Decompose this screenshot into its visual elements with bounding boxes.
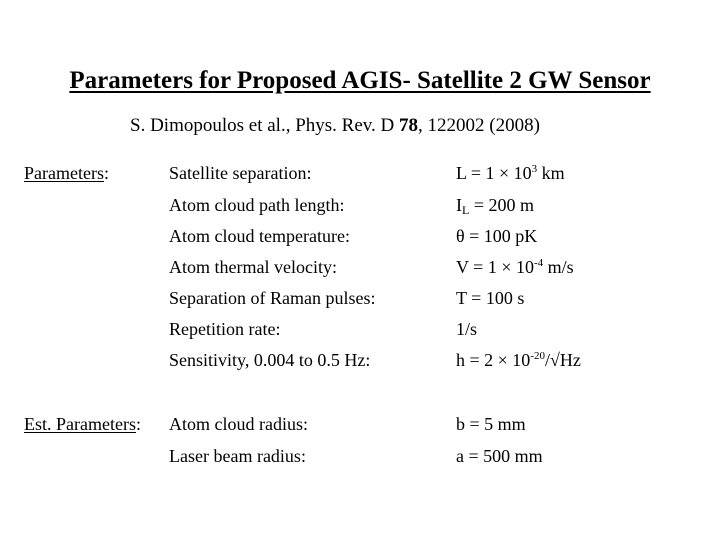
param-value-atom-cloud-temperature: θ = 100 pK: [456, 226, 538, 246]
param-label-atom-thermal-velocity: Atom thermal velocity:: [169, 257, 337, 277]
citation-rest: , 122002 (2008): [418, 115, 540, 136]
parameters-label-text: Parameters: [24, 163, 104, 183]
est-parameters-label-text: Est. Parameters: [24, 414, 136, 434]
param-value-sensitivity: [456, 348, 581, 372]
param-value-satellite-separation: [456, 161, 565, 185]
value-text: V = 1 × 10: [456, 257, 534, 277]
param-value-raman-pulse-separation: T = 100 s: [456, 288, 525, 308]
est-parameters-label-colon: :: [135, 414, 141, 434]
param-label-satellite-separation: Satellite separation:: [169, 163, 312, 183]
est-param-label-atom-cloud-radius: Atom cloud radius:: [169, 414, 308, 434]
citation-authors: S. Dimopoulos et al., Phys. Rev. D: [130, 115, 399, 136]
value-text: L = 1 × 10: [456, 163, 532, 183]
slide-title-text: Parameters for Proposed AGIS- Satellite 2 GW Sensor: [69, 67, 651, 94]
value-text: h = 2 × 10: [456, 350, 531, 370]
param-label-sensitivity: Sensitivity, 0.004 to 0.5 Hz:: [169, 350, 371, 370]
value-symbol: I: [456, 195, 462, 215]
param-label-repetition-rate: Repetition rate:: [169, 319, 281, 339]
est-parameters-section-label: [24, 412, 141, 436]
value-unit: km: [537, 163, 565, 183]
param-label-raman-pulse-separation: Separation of Raman pulses:: [169, 288, 376, 308]
value-unit: /√Hz: [544, 350, 581, 370]
param-value-repetition-rate: 1/s: [456, 319, 478, 339]
param-label-atom-cloud-path-length: Atom cloud path length:: [169, 195, 345, 215]
value-exponent: 3: [531, 163, 538, 175]
value-exponent: -4: [533, 257, 544, 269]
value-exponent: -20: [530, 350, 545, 362]
parameters-section-label: [24, 161, 109, 185]
param-label-atom-cloud-temperature: Atom cloud temperature:: [169, 226, 350, 246]
value-text: = 200 m: [469, 195, 534, 215]
value-subscript: L: [462, 203, 470, 217]
slide-title: [0, 66, 720, 96]
parameters-label-colon: :: [103, 163, 109, 183]
param-value-atom-thermal-velocity: [456, 255, 574, 279]
param-value-atom-cloud-path-length: [456, 193, 534, 217]
est-param-value-laser-beam-radius: a = 500 mm: [456, 446, 543, 466]
est-param-label-laser-beam-radius: Laser beam radius:: [169, 446, 306, 466]
value-unit: m/s: [543, 257, 574, 277]
est-param-value-atom-cloud-radius: b = 5 mm: [456, 414, 526, 434]
citation: [130, 114, 540, 138]
citation-volume: 78: [399, 115, 418, 136]
